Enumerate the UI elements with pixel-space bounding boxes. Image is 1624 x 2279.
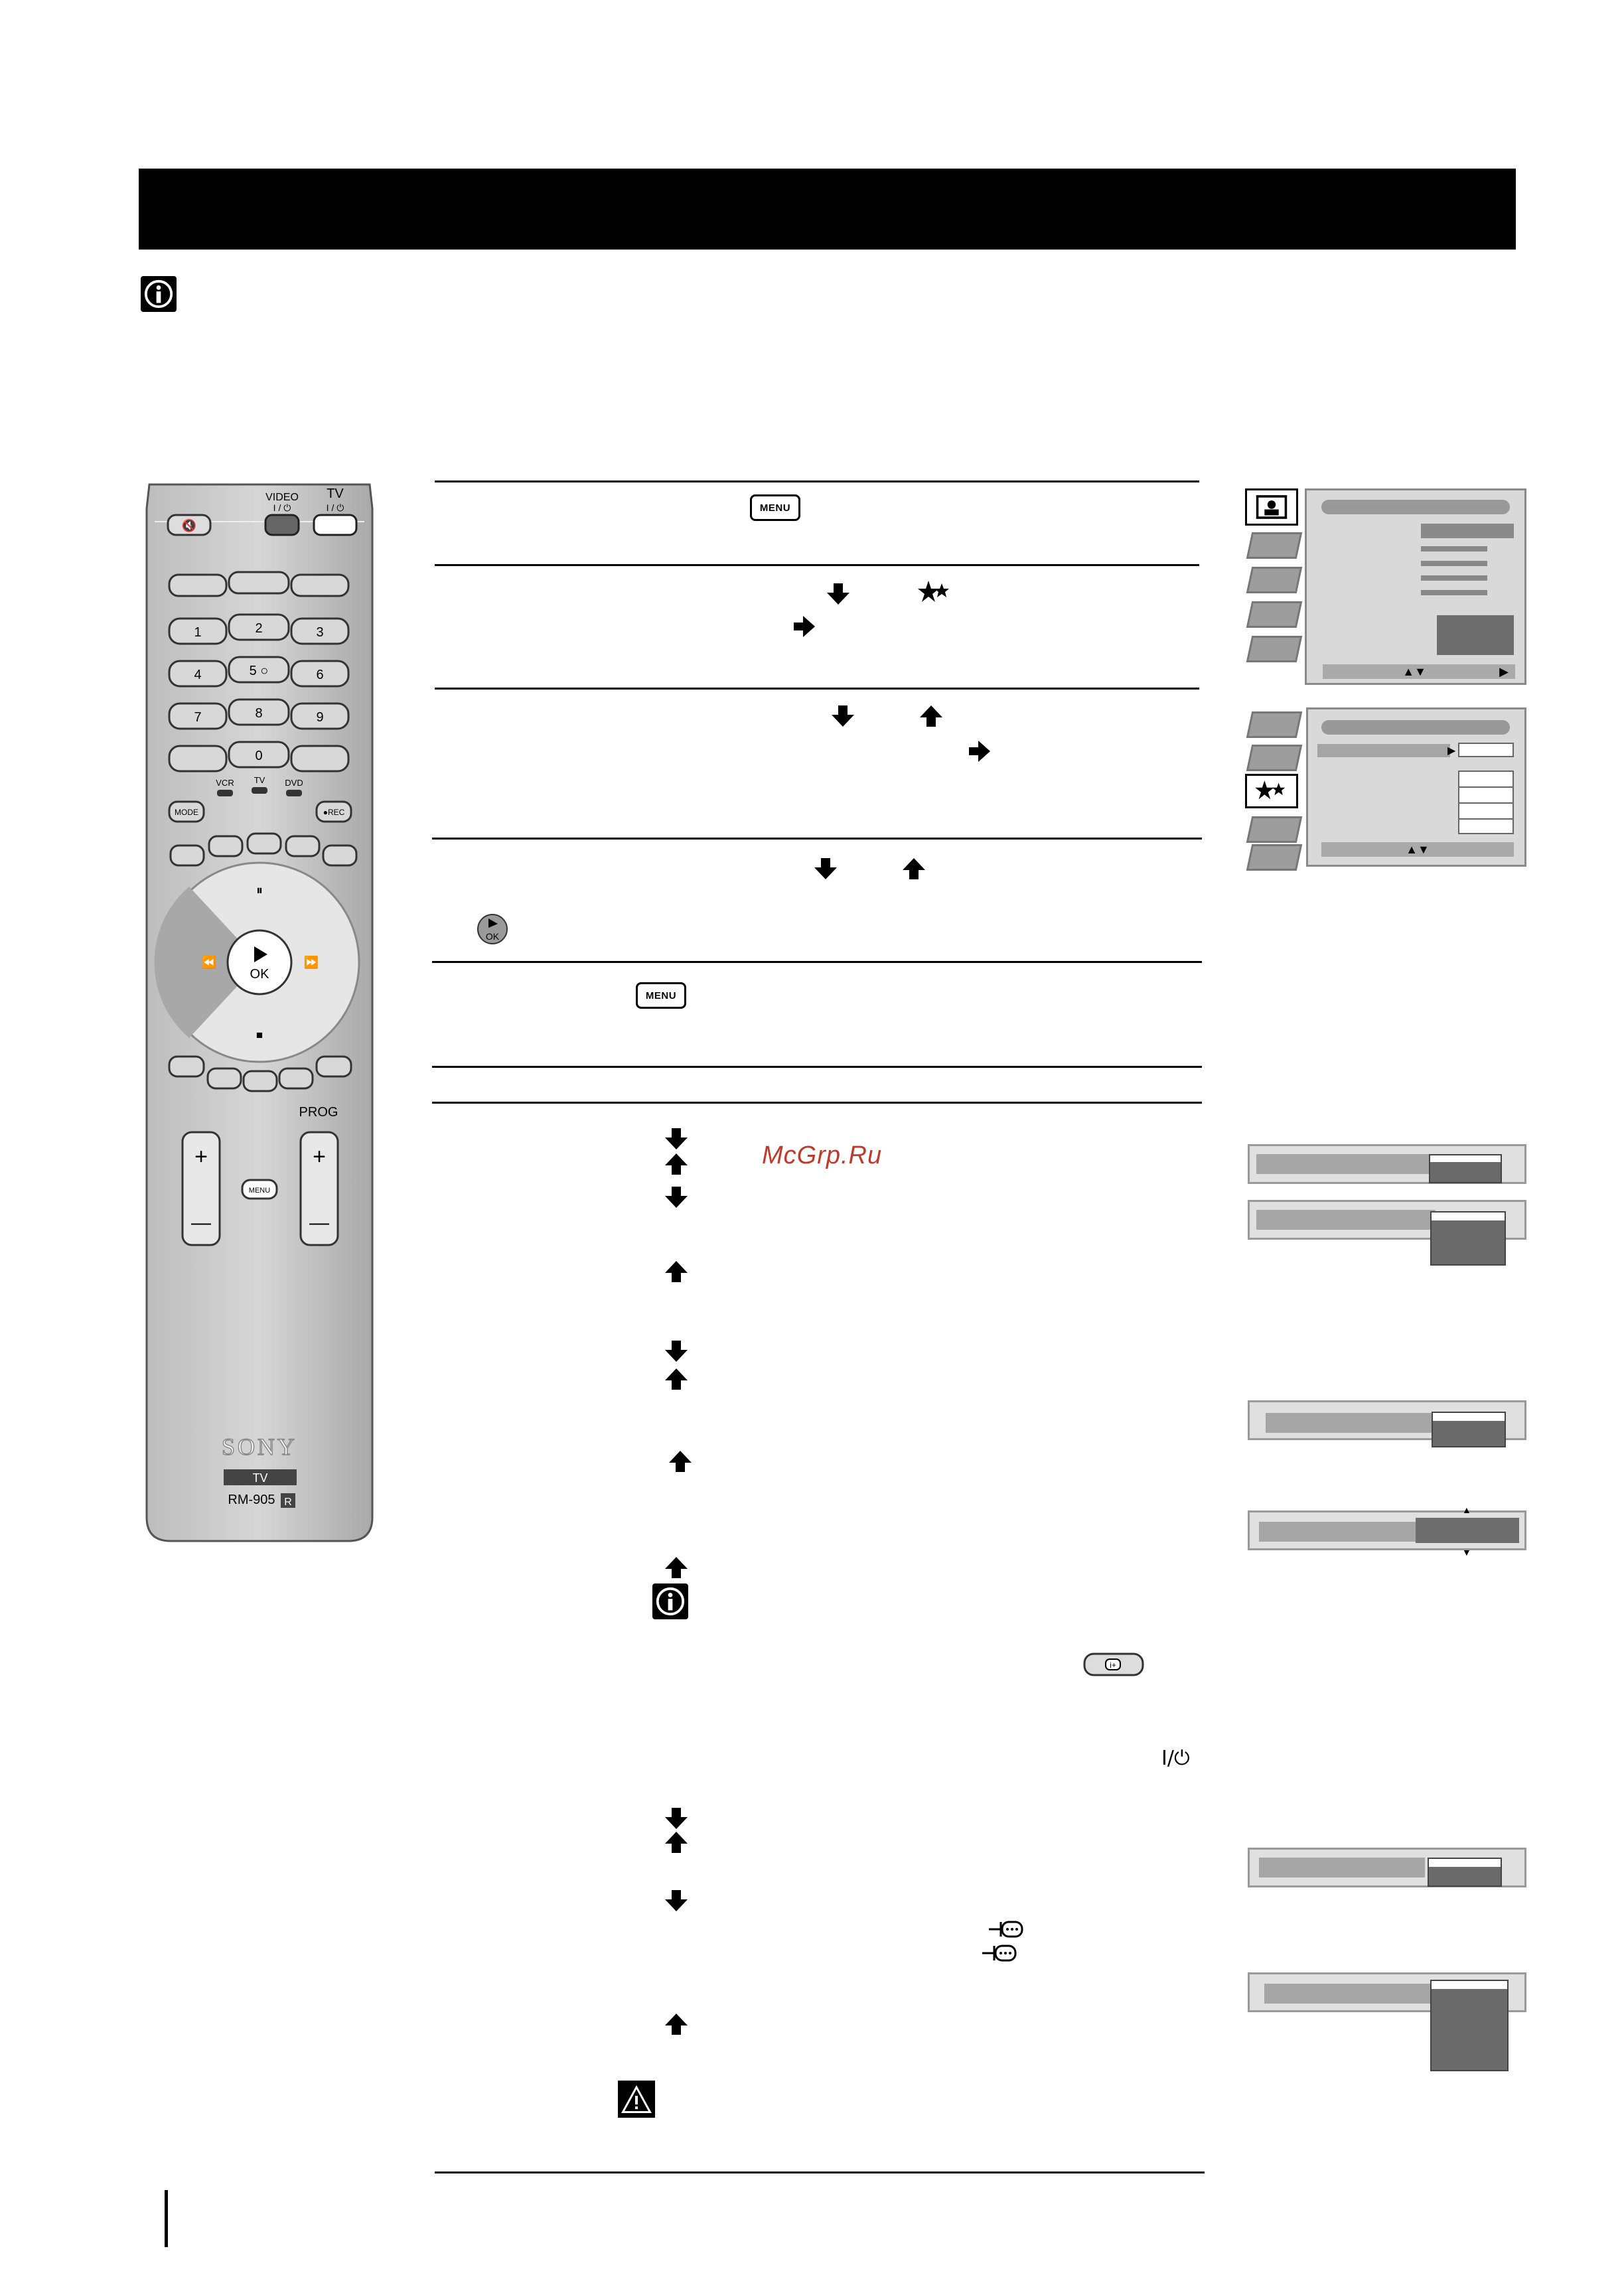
source-tv-label: TV	[254, 775, 265, 785]
svg-text:i+: i+	[1110, 1660, 1116, 1670]
section-rule-header	[432, 1102, 1202, 1104]
osd-strip	[1248, 1972, 1526, 2012]
tab-sound	[1246, 745, 1303, 771]
rec-label: ●REC	[323, 808, 345, 817]
tv-badge: TV	[252, 1471, 268, 1485]
svg-text:⏸: ⏸	[256, 882, 263, 898]
section-rule-top	[432, 1066, 1202, 1068]
svg-text:⏹: ⏹	[256, 1027, 263, 1043]
arrow-up-icon	[665, 1153, 688, 1175]
osd-nav-right: ▶	[1499, 664, 1509, 678]
osd-features-menu	[1245, 707, 1526, 867]
tab-preset	[1246, 844, 1303, 871]
step-rule-5	[432, 961, 1202, 963]
arrow-up-icon	[665, 1832, 688, 1853]
arrow-up-icon	[920, 705, 942, 727]
key-8: 8	[255, 706, 263, 721]
arrow-right-icon	[969, 741, 992, 762]
svg-text:⏩: ⏩	[303, 956, 319, 970]
source-vcr-label: VCR	[216, 778, 234, 788]
r-badge: R	[284, 1497, 292, 1508]
video-label: VIDEO	[265, 492, 299, 503]
remote-menu-label: MENU	[248, 1187, 271, 1195]
tab-sound	[1246, 532, 1303, 559]
arrow-down-icon	[827, 583, 849, 605]
arrow-up-icon	[665, 1261, 688, 1282]
ok-label: OK	[250, 967, 269, 982]
arrow-down-icon	[665, 1890, 688, 1911]
key-1: 1	[194, 625, 202, 640]
key-6: 6	[316, 668, 324, 682]
osd-nav-hint: ▲▼	[1321, 842, 1514, 857]
tab-features-active	[1245, 774, 1298, 808]
remote-control-illustration	[143, 482, 376, 1544]
tab-picture	[1245, 488, 1298, 526]
page-margin-mark	[165, 2190, 168, 2247]
osd-strip: ▲ ▼	[1248, 1510, 1526, 1550]
features-stars-icon	[918, 579, 951, 606]
key-0: 0	[255, 749, 263, 763]
arrow-down-icon	[814, 858, 837, 879]
arrow-up-icon	[903, 858, 925, 879]
step-rule-3	[435, 688, 1199, 690]
warning-icon	[617, 2080, 656, 2118]
tab-picture	[1246, 711, 1303, 738]
prog-plus: +	[313, 1144, 326, 1169]
arrow-down-icon	[665, 1128, 688, 1149]
arrow-down-icon	[832, 705, 854, 727]
key-5: 5 ○	[249, 664, 269, 678]
menu-key-icon: MENU	[750, 494, 800, 521]
osd-selector-arrow: ▶	[1447, 745, 1456, 757]
key-9: 9	[316, 710, 324, 725]
key-7: 7	[194, 710, 202, 725]
arrow-down-icon	[665, 1808, 688, 1829]
osd-strip	[1248, 1400, 1526, 1440]
header-bar	[139, 169, 1516, 250]
ok-button-icon	[477, 913, 508, 945]
step-rule-2	[435, 564, 1199, 566]
model-label: RM-905	[228, 1493, 275, 1507]
osd-nav-hint: ▲▼	[1402, 664, 1426, 678]
svg-text:⏪: ⏪	[201, 956, 217, 970]
key-2: 2	[255, 621, 263, 636]
step-rule-1	[435, 480, 1199, 482]
arrow-up-icon	[665, 1557, 688, 1578]
osd-strip	[1248, 1200, 1526, 1240]
info-icon	[141, 276, 177, 312]
tab-preset	[1246, 636, 1303, 662]
arrow-up-icon	[669, 1451, 692, 1472]
mode-label: MODE	[175, 808, 198, 817]
bottom-rule	[435, 2171, 1205, 2173]
osd-strip	[1248, 1144, 1526, 1184]
vol-minus: —	[191, 1212, 211, 1234]
input-connector-icon	[988, 1919, 1025, 1939]
osd-picture-menu	[1245, 488, 1526, 685]
step-rule-4	[432, 838, 1202, 840]
prog-label: PROG	[299, 1105, 338, 1120]
menu-key-icon: MENU	[636, 982, 686, 1009]
key-4: 4	[194, 668, 202, 682]
tab-setup	[1246, 816, 1303, 843]
video-power-label: I / ⏻	[273, 502, 291, 513]
info-icon	[652, 1583, 688, 1619]
source-dvd-label: DVD	[285, 778, 303, 788]
key-3: 3	[316, 625, 324, 640]
svg-text:OK: OK	[485, 931, 500, 942]
watermark: McGrp.Ru	[762, 1141, 883, 1169]
tv-label: TV	[327, 486, 344, 501]
arrow-right-icon	[794, 616, 816, 637]
prog-minus: —	[309, 1212, 329, 1234]
vol-plus: +	[194, 1144, 208, 1169]
arrow-up-icon	[665, 2014, 688, 2035]
power-symbol: I/⏻	[1161, 1747, 1190, 1770]
arrow-up-icon	[665, 1368, 688, 1390]
input-connector-icon	[981, 1943, 1018, 1963]
info-key-icon	[1083, 1651, 1144, 1678]
svg-text:🔇: 🔇	[181, 519, 197, 533]
brand-logo: SONY	[221, 1434, 298, 1460]
osd-strip	[1248, 1848, 1526, 1887]
arrow-down-icon	[665, 1341, 688, 1362]
tab-setup	[1246, 601, 1303, 628]
arrow-down-icon	[665, 1187, 688, 1208]
tab-features	[1246, 567, 1303, 593]
tv-power-label: I / ⏻	[326, 502, 344, 513]
